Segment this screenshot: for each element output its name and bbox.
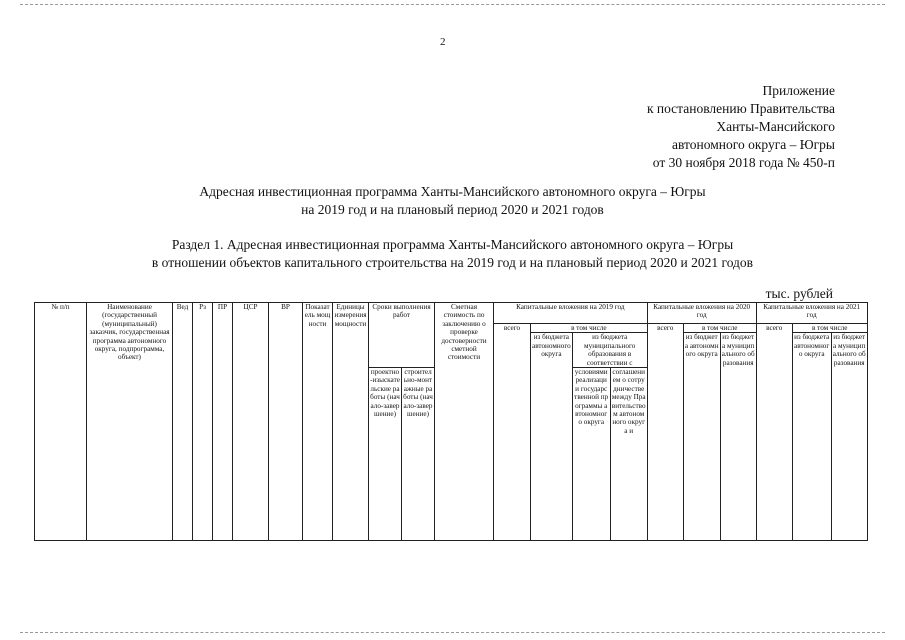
col-2019-total: всего <box>494 324 531 541</box>
col-2019-from-mun: из бюджета муниципального образования в соответствии с <box>572 333 647 368</box>
col-year-2020: Капитальные вложения на 2020 год <box>647 303 756 324</box>
section-line: в отношении объектов капитального строительства на 2019 год и на плановый период 2020 и 2021 годов <box>151 255 754 270</box>
col-2020-total: всего <box>647 324 683 541</box>
appendix-line: к постановлению Правительства <box>646 101 835 116</box>
col-capacity: Показатель мощности <box>303 303 333 541</box>
col-2019-from-ao: из бюджета автономного округа <box>531 333 573 541</box>
col-name: Наименование (государственный (муниципальный) заказчик, государственная программа автономного округа, подпрограмма, объект) <box>87 303 173 541</box>
col-2020-incl: в том числе <box>683 324 756 333</box>
col-2019-mun-conditions: условиями реализации государственной программы автономного округа <box>572 368 610 541</box>
units-label: тыс. рублей <box>765 286 833 301</box>
col-rz: Рз <box>193 303 213 541</box>
investment-table-header <box>34 302 868 541</box>
appendix-line: Ханты-Мансийского <box>716 119 835 134</box>
appendix-line: от 30 ноября 2018 года № 450-п <box>652 155 835 170</box>
col-ved: Вед <box>173 303 193 541</box>
col-terms: Сроки выполнения работ <box>369 303 435 368</box>
col-terms-build: строительно-монтажные работы (начало-завершение) <box>402 368 435 541</box>
col-2021-from-ao: из бюджета автономного округа <box>792 333 831 541</box>
col-terms-design: проектно-изыскательские работы (начало-завершение) <box>369 368 402 541</box>
col-2021-from-mun: из бюджета муниципального образования <box>831 333 867 541</box>
col-unit: Единицы измерения мощности <box>333 303 369 541</box>
appendix-line: Приложение <box>762 83 835 98</box>
col-2021-total: всего <box>756 324 792 541</box>
title-line: Адресная инвестиционная программа Ханты-Мансийского автономного округа – Югры <box>199 184 706 199</box>
col-2020-from-ao: из бюджета автономного округа <box>683 333 720 541</box>
section-line: Раздел 1. Адресная инвестиционная программа Ханты-Мансийского автономного округа – Югры <box>171 237 734 252</box>
col-pr: ПР <box>213 303 233 541</box>
col-2019-incl: в том числе <box>531 324 648 333</box>
appendix-line: автономного округа – Югры <box>672 137 835 152</box>
col-csr: ЦСР <box>233 303 269 541</box>
document-title <box>0 183 905 219</box>
section-title <box>0 236 905 272</box>
col-vr: ВР <box>269 303 303 541</box>
title-line: на 2019 год и на плановый период 2020 и 2021 годов <box>301 202 604 217</box>
col-2019-mun-agreement: соглашением о сотрудничестве между Правительством автономного округа и <box>610 368 647 541</box>
scan-edge-top <box>20 4 885 6</box>
col-number: № п/п <box>35 303 87 541</box>
scan-edge-bottom <box>20 632 885 634</box>
col-year-2021: Капитальные вложения на 2021 год <box>756 303 867 324</box>
page-number: 2 <box>440 36 446 48</box>
appendix-block <box>535 82 835 172</box>
col-estimate: Сметная стоимость по заключению о проверке достоверности сметной стоимости <box>435 303 494 541</box>
col-year-2019: Капитальные вложения на 2019 год <box>494 303 648 324</box>
col-2020-from-mun: из бюджета муниципального образования <box>720 333 756 541</box>
col-2021-incl: в том числе <box>792 324 867 333</box>
